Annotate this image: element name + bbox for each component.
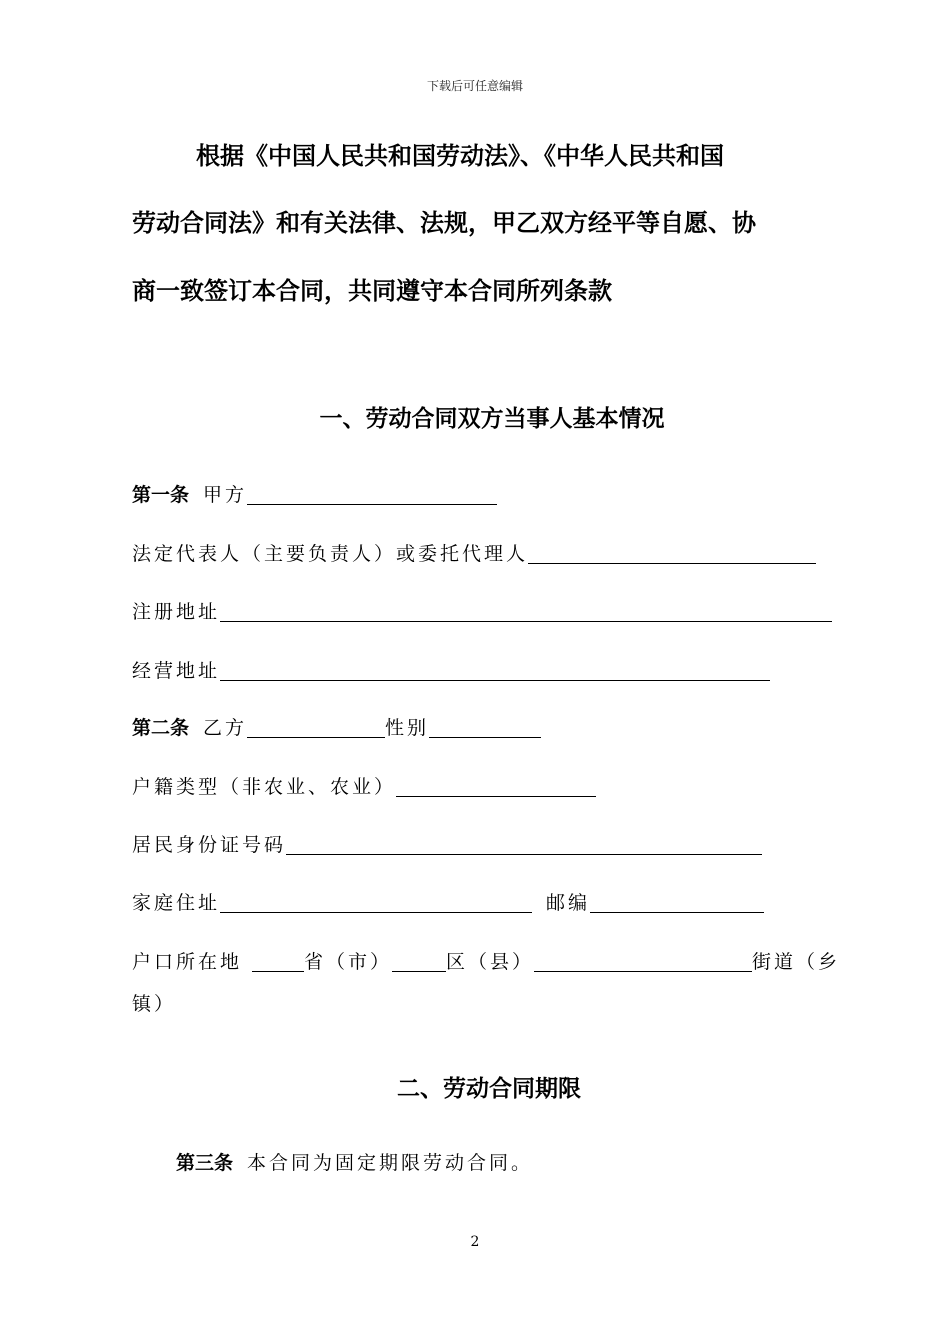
biz-address-row [132, 657, 770, 683]
intro-line-2: 劳动合同法》和有关法律、法规，甲乙双方经平等自愿、协 [132, 209, 756, 237]
hukou-type-row [132, 773, 596, 799]
district-blank[interactable] [392, 951, 446, 972]
reg-address-blank[interactable] [220, 601, 832, 622]
postcode-blank[interactable] [590, 892, 764, 913]
home-address-blank[interactable] [220, 892, 532, 913]
home-address-label: 家庭住址 [132, 892, 221, 914]
hukou-location-row [132, 948, 840, 974]
gender-blank[interactable] [429, 717, 541, 738]
hukou-type-label: 户籍类型（非农业、农业） [132, 776, 397, 798]
article-1-row [132, 481, 497, 507]
article-2-label: 第二条 [132, 717, 190, 739]
home-address-row [132, 889, 764, 915]
biz-address-blank[interactable] [220, 660, 770, 681]
article-2-row [132, 714, 541, 740]
intro-line-3: 商一致签订本合同，共同遵守本合同所列条款 [132, 277, 612, 305]
hukou-type-blank[interactable] [396, 776, 596, 797]
legal-rep-label: 法定代表人（主要负责人）或委托代理人 [132, 543, 529, 565]
party-b-label: 乙方 [203, 717, 248, 739]
legal-rep-blank[interactable] [528, 543, 816, 564]
intro-line-1: 根据《中国人民共和国劳动法》、《中华人民共和国 [196, 142, 724, 170]
reg-address-row [132, 598, 832, 624]
section-1-title: 一、劳动合同双方当事人基本情况 [319, 406, 665, 432]
town-label: 镇） [132, 993, 177, 1015]
page-number: 2 [470, 1234, 480, 1250]
party-b-blank[interactable] [247, 717, 385, 738]
party-a-blank[interactable] [247, 484, 497, 505]
street-blank[interactable] [534, 951, 752, 972]
page-header: 下载后可任意编辑 [426, 79, 523, 93]
article-3-label: 第三条 [176, 1152, 234, 1174]
gender-label: 性别 [385, 717, 430, 739]
province-label: 省（市） [304, 951, 393, 973]
town-row [132, 990, 176, 1016]
biz-address-label: 经营地址 [132, 660, 221, 682]
reg-address-label: 注册地址 [132, 601, 221, 623]
party-a-label: 甲方 [203, 484, 248, 506]
province-blank[interactable] [252, 951, 304, 972]
hukou-location-label: 户口所在地 [132, 951, 243, 973]
street-label: 街道（乡 [752, 951, 841, 973]
legal-rep-row [132, 540, 816, 566]
id-number-row [132, 831, 762, 857]
id-number-label: 居民身份证号码 [132, 834, 287, 856]
article-3-text: 本合同为固定期限劳动合同。 [247, 1152, 534, 1174]
id-number-blank[interactable] [286, 834, 762, 855]
district-label: 区（县） [446, 951, 535, 973]
section-2-title: 二、劳动合同期限 [397, 1076, 581, 1102]
article-3-row [176, 1149, 533, 1175]
postcode-label: 邮编 [546, 892, 591, 914]
article-1-label: 第一条 [132, 484, 190, 506]
